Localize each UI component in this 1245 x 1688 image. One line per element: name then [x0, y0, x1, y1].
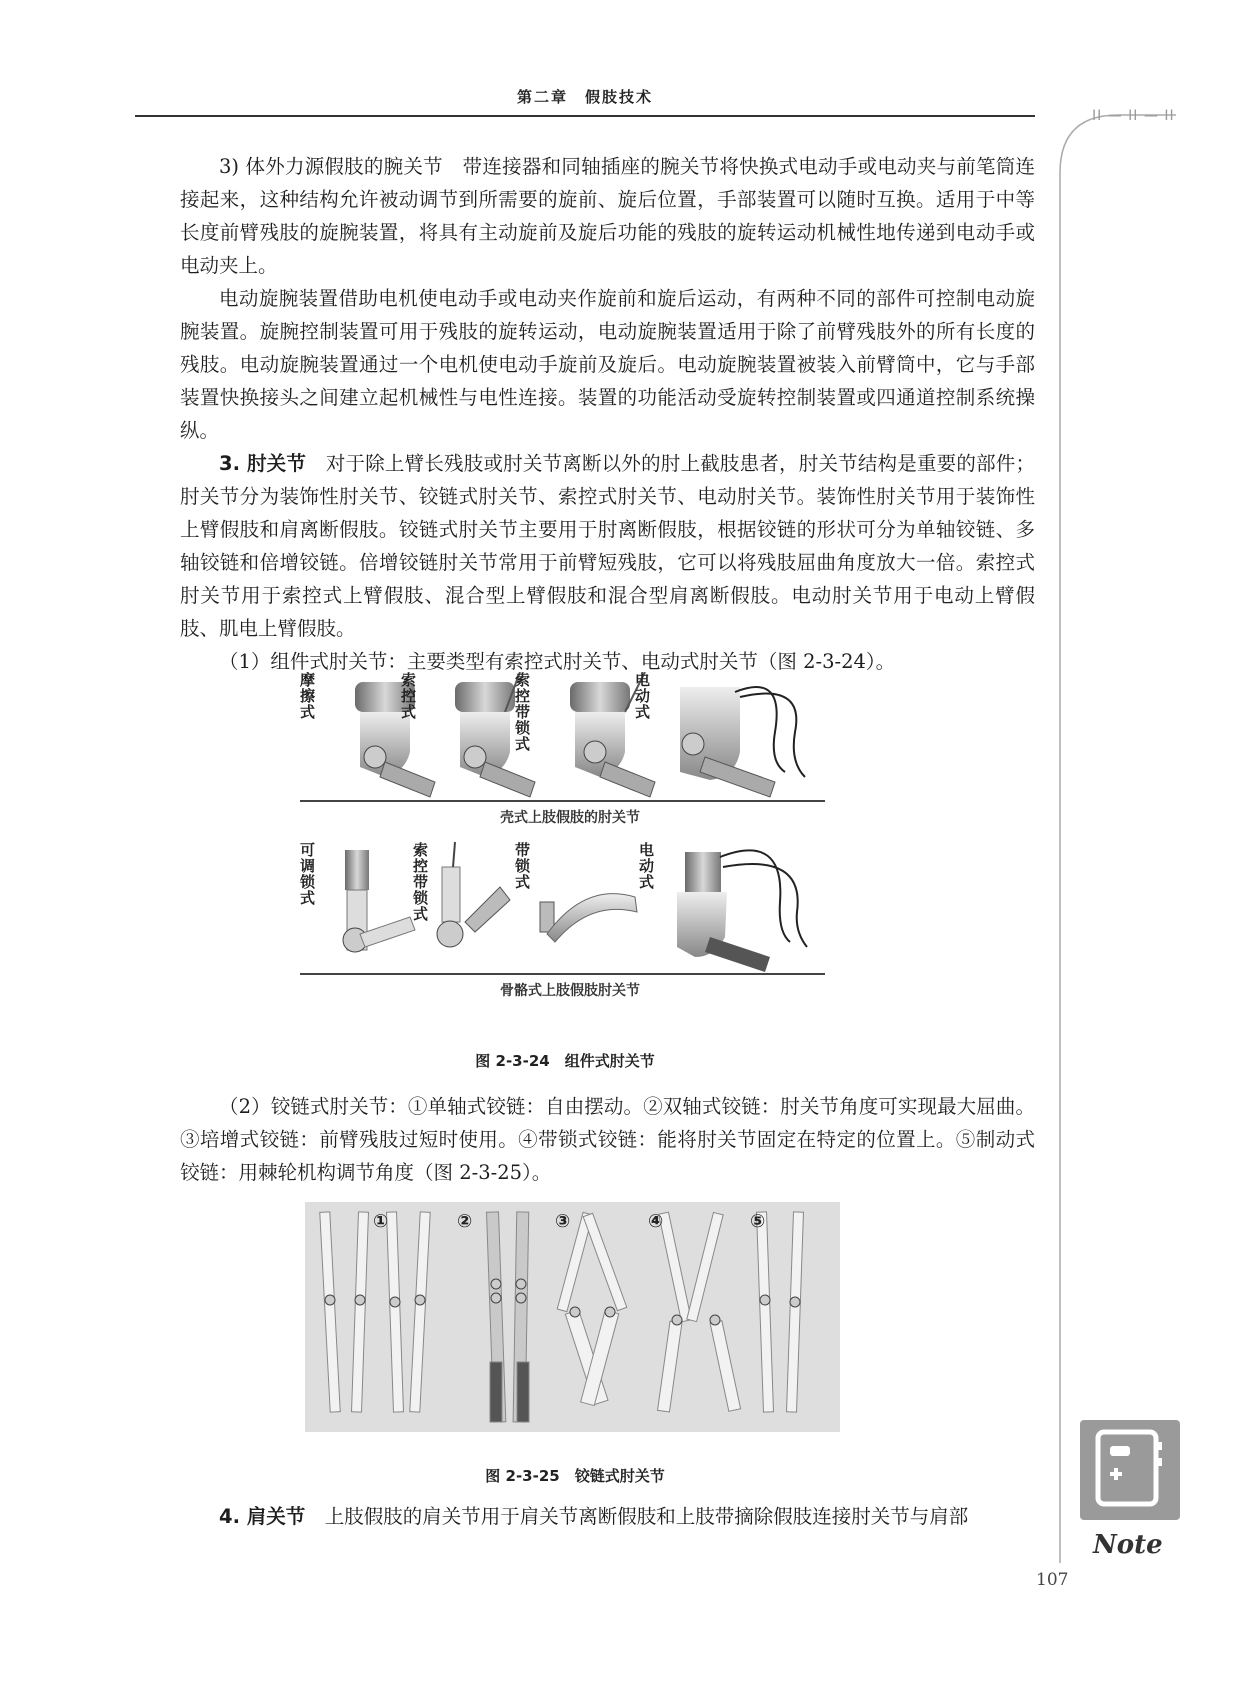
figure-2-3-24 [300, 671, 825, 1012]
hinge-marker-3: ③ [555, 1211, 571, 1232]
paragraph-wrist-joint: 3) 体外力源假肢的腕关节 带连接器和同轴插座的腕关节将快换式电动手或电动夹与前笔筒连接起来，这种结构允许被动调节到所需要的旋前、旋后位置，手部装置可以随时互换。适用于中等长度前臂残肢的旋腕装置，将具有主动旋前及旋后功能的残肢的旋转运动机械性地传递到电动手或电动夹上。 [180, 155, 1035, 277]
figure-2-3-25 [305, 1202, 840, 1432]
electric-skeletal-elbow [677, 850, 807, 972]
paragraph-hinge-elbow: （2）铰链式肘关节：①单轴式铰链：自由摆动。②双轴式铰链：肘关节角度可实现最大屈曲。③培增式铰链：前臂残肢过短时使用。④带锁式铰链：能将肘关节固定在特定的位置上。⑤制动式铰链：用棘轮机构调节角度（图 2-3-25）。 [180, 1095, 1035, 1184]
friction-elbow [355, 682, 435, 797]
locking-elbow [540, 894, 637, 942]
margin-bars: II — II — II [1092, 108, 1175, 124]
adjustable-lock-elbow [343, 850, 415, 952]
page-number: 107 [1036, 1570, 1069, 1590]
margin-curve [1058, 113, 1178, 1563]
figure-2-3-24-caption: 图 2-3-24 组件式肘关节 [475, 1052, 655, 1070]
chapter-title: 第二章 假肢技术 [516, 88, 653, 106]
elbow-text: 对于除上臂长残肢或肘关节离断以外的肘上截肢患者，肘关节结构是重要的部件；肘关节分为装饰性肘关节、铰链式肘关节、索控式肘关节、电动肘关节。装饰性肘关节用于装饰性上臂假肢和肩离断假肢。铰链式肘关节主要用于肘离断假肢，根据铰链的形状可分为单轴铰链、多轴铰链和倍增铰链。倍增铰链肘关节常用于前臂短残肢，它可以将残肢屈曲角度放大一倍。索控式肘关节用于索控式上臂假肢、混合型上臂假肢和混合型肩离断假肢。电动肘关节用于电动上臂假肢、肌电上臂假肢。 [180, 452, 1035, 640]
label-cable-lock: 索控带锁式 [515, 671, 531, 753]
paragraph-shoulder [180, 1500, 1035, 1533]
section-heading-shoulder: 4. 肩关节 [219, 1505, 306, 1528]
shoulder-text: 上肢假肢的肩关节用于肩关节离断假肢和上肢带摘除假肢连接肘关节与肩部 [324, 1505, 969, 1528]
section-heading-elbow: 3. 肘关节 [219, 452, 307, 475]
hinge-photos [305, 1202, 840, 1432]
paragraph-electric-wrist: 电动旋腕装置借助电机使电动手或电动夹作旋前和旋后运动，有两种不同的部件可控制电动旋腕装置。旋腕控制装置可用于残肢的旋转运动，电动旋腕装置适用于除了前臂残肢外的所有长度的残肢。电动旋腕装置通过一个电机使电动手旋前及旋后。电动旋腕装置被装入前臂筒中，它与手部装置快换接头之间建立起机械性与电性连接。装置的功能活动受旋转控制装置或四通道控制系统操纵。 [180, 287, 1035, 442]
label-cable: 索控式 [401, 671, 417, 721]
label-adjustable-lock: 可调锁式 [300, 841, 316, 907]
body-text-top [180, 150, 1035, 678]
figure-2-3-25-caption: 图 2-3-25 铰链式肘关节 [485, 1467, 665, 1485]
hinge-marker-5: ⑤ [750, 1211, 766, 1232]
body-text-middle [180, 1090, 1035, 1189]
shell-elbow-caption: 壳式上肢假肢的肘关节 [500, 810, 640, 826]
paragraph-modular-elbow: （1）组件式肘关节：主要类型有索控式肘关节、电动式肘关节（图 2-3-24）。 [219, 650, 896, 673]
label-electric-skeletal: 电动式 [639, 841, 655, 891]
skeletal-elbow-caption: 骨骼式上肢假肢肘关节 [500, 983, 640, 999]
cable-lock-skeletal-elbow [437, 842, 510, 947]
hinge-marker-2: ② [457, 1211, 473, 1232]
note-icon [1080, 1420, 1180, 1520]
elbow-joint-photos [315, 672, 825, 1012]
figure-divider-bottom [300, 973, 825, 975]
hinge-marker-4: ④ [648, 1211, 664, 1232]
body-text-bottom [180, 1500, 1035, 1533]
hinge-marker-1: ① [373, 1211, 389, 1232]
label-electric: 电动式 [635, 671, 651, 721]
label-locking: 带锁式 [515, 841, 531, 891]
label-friction: 摩擦式 [300, 671, 316, 721]
label-cable-lock-skeletal: 索控带锁式 [413, 841, 429, 923]
header-rule [135, 115, 1035, 117]
figure-divider-top [300, 800, 825, 802]
electric-elbow [680, 687, 805, 797]
paragraph-elbow [180, 447, 1035, 645]
note-label: Note [1093, 1530, 1163, 1560]
